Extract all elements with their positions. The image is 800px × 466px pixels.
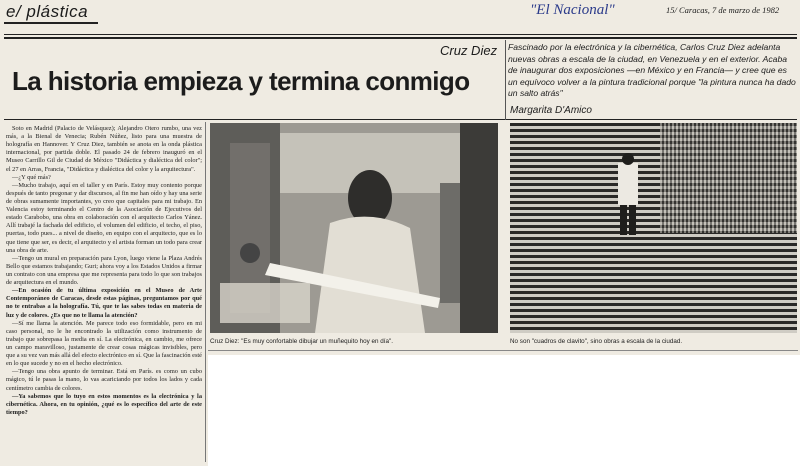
paragraph: —Mucho trabajo, aquí en el taller y en París. Estoy muy contento porque después de tanto pregonar y dar discursos, al fin me han oído y hay una serie de obras sumamente importantes, yo creo que capitales para mi trabajo. En Valencia estoy terminando el Centro de la Asociación de Ejecutivos del estado Carabobo, una obra en colaboración con el arquitecto Carlos Yánez. Allí trabajé la fachada del edificio, el volumen del edificio, el techo, el piso, puertas, todo pues... a nivel de diseño, en equipo con el arquitecto, que es lo que tiene que ser, es decir, el arquitecto y el artista forman un todo para crear una obra de arte. [6, 181, 202, 254]
paragraph: —¿Y qué más? [12, 173, 51, 181]
paragraph: —Ya sabemos que lo tuyo en estos momentos es la electrónica y la cibernética. Ahora, en tu opinión, ¿qué es lo específico del arte de este tiempo? [6, 392, 202, 416]
photo1-caption: Cruz Diez: "Es muy confortable dibujar un muñequito hoy en día". [210, 338, 393, 345]
deck-divider [505, 40, 506, 120]
masthead-handwritten: "El Nacional" [530, 2, 615, 18]
photo-striped-artwork-image [510, 123, 797, 333]
blank-margin [208, 355, 800, 466]
paragraph: —Tengo una obra apunto de terminar. Está en París. es como un cubo mágico, tú le pasas la mano, lo vas acariciando por todos los lados y cada centímetro cambia de colores. [6, 368, 202, 392]
author-byline: Margarita D'Amico [510, 105, 592, 116]
headline-divider [4, 119, 797, 120]
photo-striped-artwork [510, 123, 797, 333]
top-divider [4, 34, 797, 35]
photo2-caption: No son "cuadros de clavito", sino obras a escala de la ciudad. [510, 338, 683, 345]
deck-text: Fascinado por la electrónica y la cibernética, Carlos Cruz Diez adelanta nuevas obras a escala de la ciudad, en Venezuela y en el exterior. Acaba de inaugurar dos exposiciones —en México y en Francia— y cree que es un equívoco volver a la pintura tradicional porque "la pintura nunca ha dado un salto atrás" [508, 42, 796, 99]
photo-artist-drawing [210, 123, 498, 333]
paragraph: —Tengo un mural en preparación para Lyon, luego viene la Plaza Andrés Bello que estamos trabajando; Guri; ahora voy a los Estados Unidos a firmar un contrato con una empresa que me representa para todo lo que son trabajos de arquitectura en el mundo. [6, 254, 202, 287]
paragraph: —Sí me llama la atención. Me parece todo eso formidable, pero en mi caso personal, no le he encontrado la utilización como instrumento de trabajo que sobrepasa la media en sí. La electrónica, en cambio, me ofrece un campo maravilloso, justamente de crear cosas mágicas invisibles, pero que a su vez van más allá del efecto electrónico en sí. Que la fascinación esté en lo que sucede y no en el hecho electrónico. [6, 319, 202, 368]
paragraph: —En ocasión de tu última exposición en el Museo de Arte Contemporáneo de Caracas, desde estas páginas, preguntamos por qué no te entrabas a la holografía. Tú, que te las sabes todas en materia de luz y de colores. ¿Es que no te llama la atención? [6, 287, 202, 319]
artist-byline: Cruz Diez [440, 43, 498, 58]
paragraph: Soto en Madrid (Palacio de Velásquez); Alejandro Otero rumbo, una vez más, a la Bienal de Venecia; Rubén Núñez, listo para una muestra de holografía en Hannover. Y Cruz Diez, también se anota en la onda plástica internacional, por partida doble. El pasado 24 de febrero inauguró en el Museo Carrillo Gil de Ciudad de México "Didáctica y dialéctica del color"; el 27 en Arras, Francia, "Didáctica y dialéctica del color y la arquitectura". [6, 125, 202, 173]
photo-artist-drawing-image [210, 123, 498, 333]
top-divider-thick [4, 37, 797, 39]
section-label: e/ plástica [6, 2, 89, 21]
section-underline [4, 22, 98, 24]
caption-divider [208, 350, 798, 351]
column-divider [205, 122, 206, 462]
article-body [6, 125, 202, 463]
dateline: 15/ Caracas, 7 de marzo de 1982 [666, 5, 780, 15]
headline: La historia empieza y termina conmigo [12, 66, 470, 96]
